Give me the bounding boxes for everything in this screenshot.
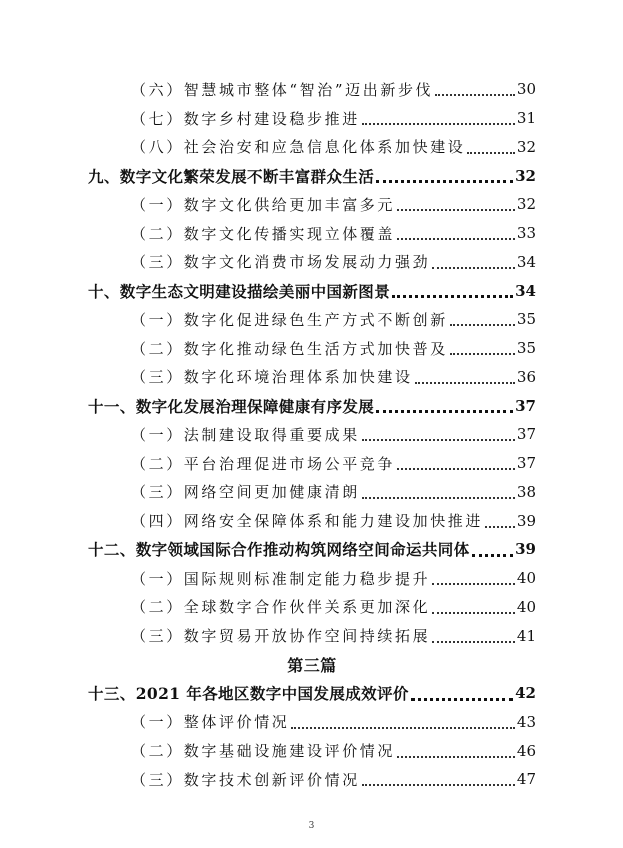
dot-leader (432, 267, 515, 269)
toc-entry-title: 十、数字生态文明建设描绘美丽中国新图景 (88, 281, 391, 301)
toc-entry-page: 31 (516, 109, 536, 128)
toc-section-entry[interactable] (88, 305, 536, 334)
dot-leader (362, 784, 515, 786)
toc-entry-title: （一）整体评价情况 (131, 713, 290, 732)
toc-section-entry[interactable] (88, 248, 536, 277)
dot-leader (397, 209, 515, 211)
toc-entry-title: （一）法制建设取得重要成果 (131, 425, 360, 444)
toc-section-entry[interactable] (88, 363, 536, 392)
dot-leader (432, 641, 515, 643)
toc-entry-title: 十一、数字化发展治理保障健康有序发展 (88, 396, 375, 416)
dot-leader (397, 756, 515, 758)
toc-entry-page: 43 (516, 712, 536, 731)
dot-leader (450, 324, 515, 326)
toc-section-entry[interactable] (88, 765, 536, 794)
dot-leader (472, 554, 514, 557)
toc-entry-title: （三）网络空间更加健康清朗 (131, 483, 360, 502)
toc-section-entry[interactable] (88, 478, 536, 507)
dot-leader (376, 410, 513, 413)
dot-leader (376, 180, 513, 183)
toc-entry-page: 32 (516, 195, 536, 214)
dot-leader (411, 698, 513, 701)
toc-section-entry[interactable] (88, 621, 536, 650)
toc-entry-page: 40 (516, 569, 536, 588)
dot-leader (397, 468, 515, 470)
toc-entry-title: 十二、数字领域国际合作推动构筑网络空间命运共同体 (88, 540, 470, 560)
toc-chapter-entry[interactable] (88, 535, 536, 564)
toc-entry-page: 39 (516, 511, 536, 530)
dot-leader (291, 727, 515, 729)
toc-entry-title: （一）国际规则标准制定能力稳步提升 (131, 569, 431, 588)
toc-entry-page: 35 (516, 339, 536, 358)
toc-entry-title: 十三、2021 年各地区数字中国发展成效评价 (88, 684, 409, 704)
toc-section-entry[interactable] (88, 219, 536, 248)
dot-leader (362, 439, 515, 441)
toc-entry-page: 40 (516, 597, 536, 616)
toc-entry-page: 42 (515, 684, 536, 703)
dot-leader (450, 353, 515, 355)
toc-section-entry[interactable] (88, 564, 536, 593)
dot-leader (415, 382, 515, 384)
toc-entry-title: （三）数字化环境治理体系加快建设 (131, 368, 413, 387)
dot-leader (435, 94, 515, 96)
toc-entry-title: （六）智慧城市整体“智治”迈出新步伐 (131, 80, 434, 99)
toc-section-entry[interactable] (88, 190, 536, 219)
dot-leader (362, 123, 515, 125)
toc-chapter-entry[interactable] (88, 161, 536, 190)
dot-leader (432, 612, 515, 614)
page-number: 3 (308, 821, 315, 831)
toc-entry-page: 36 (516, 367, 536, 386)
toc-entry-title: （三）数字文化消费市场发展动力强劲 (131, 253, 431, 272)
toc-entry-page: 41 (516, 626, 536, 645)
toc-entry-title: 第三篇 (287, 655, 337, 675)
toc-section-entry[interactable] (88, 104, 536, 133)
toc-chapter-entry[interactable] (88, 391, 536, 420)
toc-entry-title: （二）平台治理促进市场公平竞争 (131, 454, 396, 473)
toc-section-entry[interactable] (88, 334, 536, 363)
part-heading (88, 650, 536, 679)
toc-entry-title: （二）数字基础设施建设评价情况 (131, 742, 396, 761)
toc-entry-page: 37 (515, 396, 536, 415)
toc-entry-page: 30 (516, 80, 536, 99)
toc-entry-title: （八）社会治安和应急信息化体系加快建设 (131, 138, 466, 157)
dot-leader (362, 497, 515, 499)
toc-section-entry[interactable] (88, 708, 536, 737)
toc-entry-page: 32 (516, 137, 536, 156)
toc-entry-page: 46 (516, 741, 536, 760)
table-of-contents (88, 75, 536, 794)
toc-entry-page: 47 (516, 770, 536, 789)
toc-entry-title: （二）全球数字合作伙伴关系更加深化 (131, 598, 431, 617)
toc-entry-page: 37 (516, 454, 536, 473)
toc-section-entry[interactable] (88, 593, 536, 622)
toc-entry-page: 33 (516, 224, 536, 243)
toc-section-entry[interactable] (88, 133, 536, 162)
toc-section-entry[interactable] (88, 736, 536, 765)
toc-entry-title: （三）数字技术创新评价情况 (131, 770, 360, 789)
toc-chapter-entry[interactable] (88, 679, 536, 708)
toc-section-entry[interactable] (88, 420, 536, 449)
toc-entry-page: 35 (516, 310, 536, 329)
toc-entry-page: 39 (515, 540, 536, 559)
toc-entry-title: （一）数字化促进绿色生产方式不断创新 (131, 310, 448, 329)
toc-entry-title: （七）数字乡村建设稳步推进 (131, 109, 360, 128)
toc-entry-title: （二）数字化推动绿色生活方式加快普及 (131, 339, 448, 358)
toc-entry-title: （二）数字文化传播实现立体覆盖 (131, 224, 396, 243)
toc-chapter-entry[interactable] (88, 276, 536, 305)
toc-section-entry[interactable] (88, 75, 536, 104)
toc-entry-title: （三）数字贸易开放协作空间持续拓展 (131, 627, 431, 646)
dot-leader (485, 526, 515, 528)
toc-entry-page: 32 (515, 166, 536, 185)
toc-section-entry[interactable] (88, 506, 536, 535)
dot-leader (392, 295, 513, 298)
toc-entry-page: 38 (516, 482, 536, 501)
dot-leader (397, 238, 515, 240)
toc-entry-title: （一）数字文化供给更加丰富多元 (131, 195, 396, 214)
toc-entry-page: 37 (516, 425, 536, 444)
toc-section-entry[interactable] (88, 449, 536, 478)
toc-entry-page: 34 (516, 252, 536, 271)
toc-entry-page: 34 (515, 281, 536, 300)
dot-leader (432, 583, 515, 585)
dot-leader (467, 152, 515, 154)
toc-entry-title: 九、数字文化繁荣发展不断丰富群众生活 (88, 166, 375, 186)
toc-entry-title: （四）网络安全保障体系和能力建设加快推进 (131, 512, 484, 531)
